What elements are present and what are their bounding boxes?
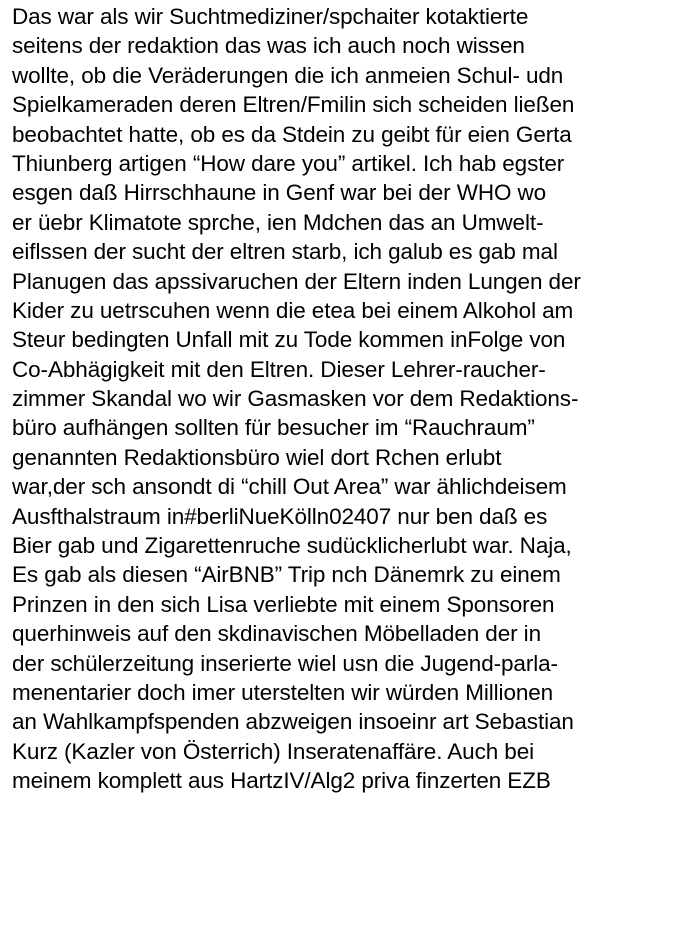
text-line: Es gab als diesen “AirBNB” Trip nch Dänemrk zu einem [12,562,561,588]
text-line: Planugen das apssivaruchen der Eltern inden Lungen der [12,268,581,294]
text-line: büro aufhängen sollten für besucher im “Rauchraum” [12,415,535,441]
text-line: genannten Redaktionsbüro wiel dort Rchen erlubt [12,444,502,470]
text-line: Kurz (Kazler von Österrich) Inseratenaffäre. Auch bei [12,738,535,764]
text-line: er üebr Klimatote sprche, ien Mdchen das an Umwelt- [12,209,544,235]
text-line: querhinweis auf den skdinavischen Möbelladen der in [12,621,541,647]
text-line: Ausfthalstraum in#berliNueKölln02407 nur ben daß es [12,503,548,529]
text-line: war,der sch ansondt di “chill Out Area” war ählichdeisem [12,474,567,500]
text-line: zimmer Skandal wo wir Gasmasken vor dem Redaktions- [12,386,579,412]
text-line: meinem komplett aus HartzIV/Alg2 priva finzerten EZB [12,768,551,794]
text-line: esgen daß Hirrschhaune in Genf war bei der WHO wo [12,180,547,206]
body-text [12,2,684,796]
text-line: menentarier doch imer uterstelten wir würden Millionen [12,679,554,705]
text-line: Kider zu uetrscuhen wenn die etea bei einem Alkohol am [12,297,574,323]
text-line: beobachtet hatte, ob es da Stdein zu geibt für eien Gerta [12,121,572,147]
text-line: Das war als wir Suchtmediziner/spchaiter kotaktierte [12,4,529,29]
text-line: Bier gab und Zigarettenruche sudücklicherlubt war. Naja, [12,533,572,559]
text-line: der schülerzeitung inserierte wiel usn die Jugend-parla- [12,650,558,676]
text-line: wollte, ob die Veräderungen die ich anmeien Schul- udn [12,62,564,88]
text-line: Prinzen in den sich Lisa verliebte mit einem Sponsoren [12,591,555,617]
text-line: Spielkameraden deren Eltren/Fmilin sich scheiden ließen [12,92,575,118]
text-line: seitens der redaktion das was ich auch noch wissen [12,33,525,59]
text-line: Thiunberg artigen “How dare you” artikel. Ich hab egster [12,150,565,176]
text-line: eiflssen der sucht der eltren starb, ich galub es gab mal [12,239,558,265]
text-line: an Wahlkampfspenden abzweigen insoeinr art Sebastian [12,709,574,735]
text-line: Steur bedingten Unfall mit zu Tode kommen inFolge von [12,327,566,353]
text-line: Co-Abhägigkeit mit den Eltren. Dieser Lehrer-raucher- [12,356,546,382]
